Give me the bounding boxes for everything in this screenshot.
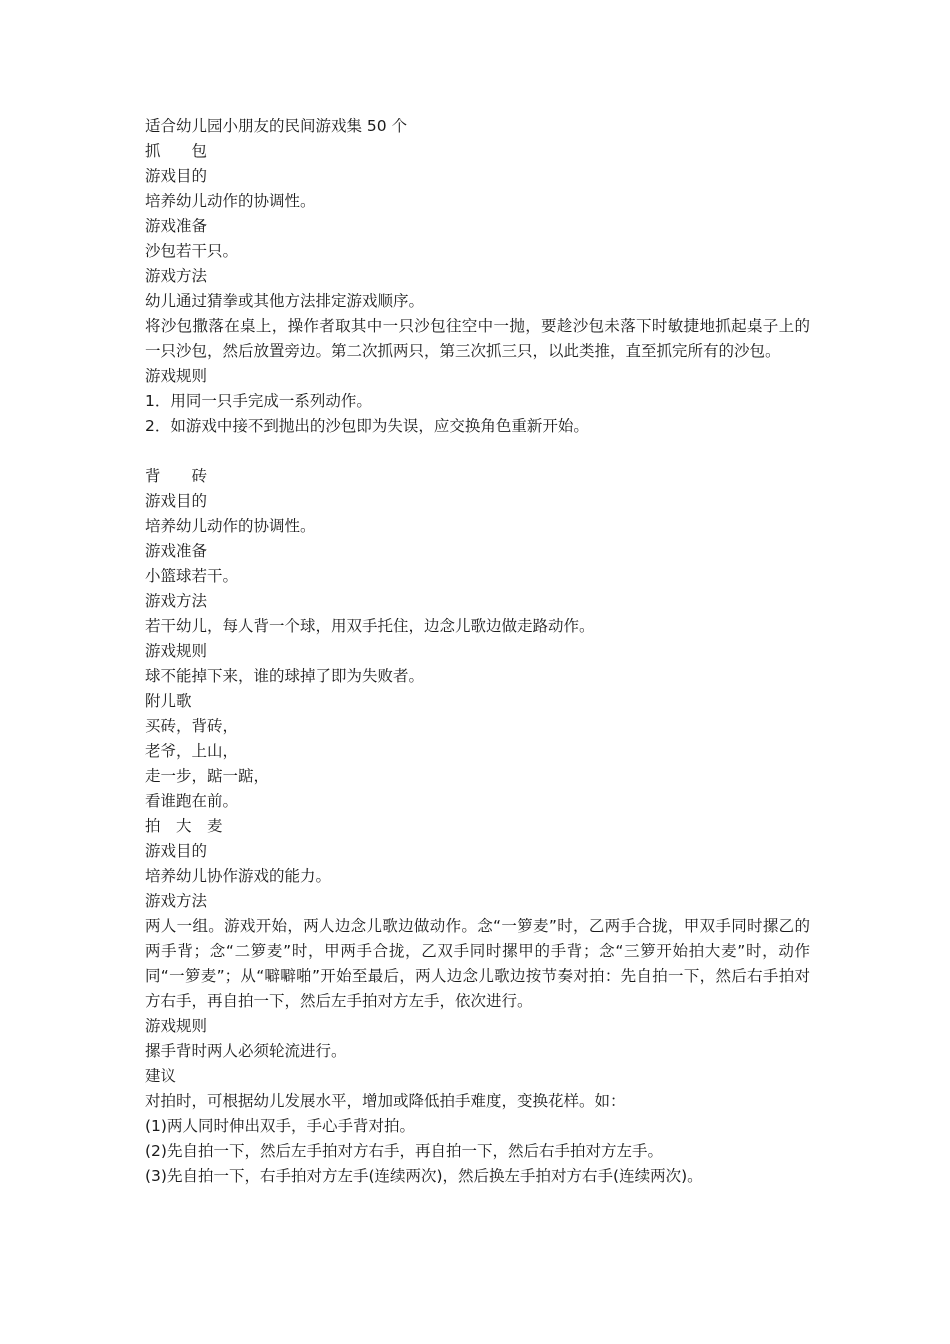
goal-text: 培养幼儿协作游戏的能力。 xyxy=(145,867,332,885)
rule-text: 球不能掉下来，谁的球掉了即为失败者。 xyxy=(145,667,425,685)
section-heading-goal: 游戏目的 xyxy=(145,167,208,185)
game-title-beizhuan: 背 砖 xyxy=(145,467,208,485)
rule-item: 1．用同一只手完成一系列动作。 xyxy=(145,392,372,410)
prep-text: 沙包若干只。 xyxy=(145,242,239,260)
advice-item: (1)两人同时伸出双手，手心手背对拍。 xyxy=(145,1117,415,1135)
method-text: 幼儿通过猜拳或其他方法排定游戏顺序。 xyxy=(145,292,425,310)
song-line: 看谁跑在前。 xyxy=(145,792,239,810)
rule-text: 摞手背时两人必须轮流进行。 xyxy=(145,1042,347,1060)
method-text: 将沙包撒落在桌上，操作者取其中一只沙包往空中一抛，要趁沙包未落下时敏捷地抓起桌子上的一只沙包，然后放置旁边。第二次抓两只，第三次抓三只，以此类推，直至抓完所有的沙包。 xyxy=(145,317,810,360)
section-heading-goal: 游戏目的 xyxy=(145,492,208,510)
goal-text: 培养幼儿动作的协调性。 xyxy=(145,517,316,535)
section-heading-song: 附儿歌 xyxy=(145,692,192,710)
section-heading-rules: 游戏规则 xyxy=(145,642,208,660)
advice-item: (2)先自拍一下，然后左手拍对方右手，再自拍一下，然后右手拍对方左手。 xyxy=(145,1142,663,1160)
section-heading-rules: 游戏规则 xyxy=(145,367,208,385)
section-heading-method: 游戏方法 xyxy=(145,592,208,610)
section-heading-advice: 建议 xyxy=(145,1067,177,1085)
section-heading-method: 游戏方法 xyxy=(145,892,208,910)
method-text: 若干幼儿，每人背一个球，用双手托住，边念儿歌边做走路动作。 xyxy=(145,617,595,635)
method-text: 两人一组。游戏开始，两人边念儿歌边做动作。念“一箩麦”时，乙两手合拢，甲双手同时摞乙的两手背；念“二箩麦”时，甲两手合拢，乙双手同时摞甲的手背；念“三箩开始拍大麦”时，动作同“一箩麦”；从“噼噼啪”开始至最后，两人边念儿歌边按节奏对拍：先自拍一下，然后右手拍对方右手，再自拍一下，然后左手拍对方左手，依次进行。 xyxy=(145,917,810,1010)
section-heading-goal: 游戏目的 xyxy=(145,842,208,860)
advice-text: 对拍时，可根据幼儿发展水平，增加或降低拍手难度，变换花样。如： xyxy=(145,1092,626,1110)
document-body xyxy=(145,114,810,1189)
section-heading-method: 游戏方法 xyxy=(145,267,208,285)
song-line: 老爷，上山， xyxy=(145,742,239,760)
goal-text: 培养幼儿动作的协调性。 xyxy=(145,192,316,210)
document-title: 适合幼儿园小朋友的民间游戏集 50 个 xyxy=(145,117,408,135)
section-heading-rules: 游戏规则 xyxy=(145,1017,208,1035)
prep-text: 小篮球若干。 xyxy=(145,567,239,585)
game-title-paidamai: 拍 大 麦 xyxy=(145,817,223,835)
song-line: 走一步，踮一踮， xyxy=(145,767,270,785)
game-title-zhuabao: 抓 包 xyxy=(145,142,208,160)
section-heading-prep: 游戏准备 xyxy=(145,217,208,235)
rule-item: 2．如游戏中接不到抛出的沙包即为失误，应交换角色重新开始。 xyxy=(145,417,589,435)
song-line: 买砖，背砖， xyxy=(145,717,239,735)
section-heading-prep: 游戏准备 xyxy=(145,542,208,560)
spacer xyxy=(145,439,810,464)
advice-item: (3)先自拍一下，右手拍对方左手(连续两次)，然后换左手拍对方右手(连续两次)。 xyxy=(145,1167,703,1185)
